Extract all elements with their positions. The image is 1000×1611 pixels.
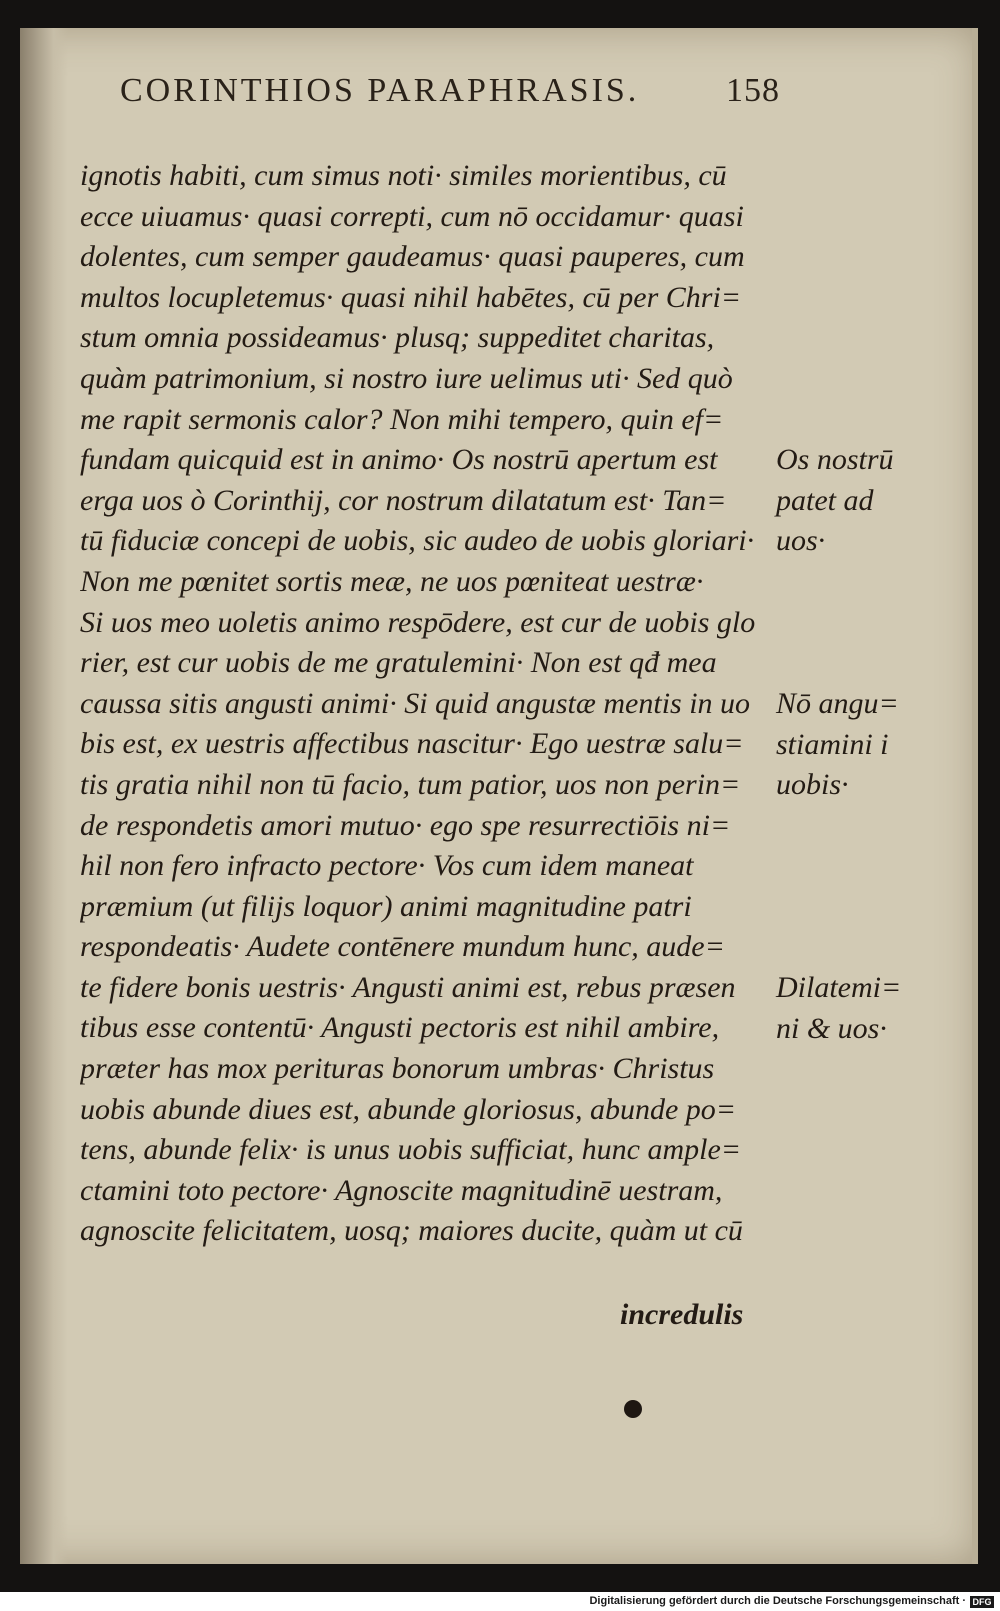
running-head-title: CORINTHIOS PARAPHRASIS. — [120, 72, 640, 109]
margin-note-line: uos· — [776, 524, 826, 558]
page-gutter-shadow — [20, 28, 68, 1564]
text-line: caussa sitis angusti animi· Si quid angustæ mentis in uo — [80, 686, 751, 720]
margin-note-line: Os nostrū — [776, 443, 894, 476]
text-line: quàm patrimonium, si nostro iure uelimus uti· Sed quò — [80, 361, 733, 395]
text-line: ecce uiuamus· quasi correpti, cum nō occidamur· quasi — [80, 199, 744, 233]
catchword: incredulis — [620, 1298, 744, 1331]
text-line: tis gratia nihil non tū facio, tum patior, uos non perin= — [80, 767, 741, 801]
margin-note-non-angustiamini — [776, 684, 899, 806]
text-line: uobis abunde diues est, abunde gloriosus, abunde po= — [80, 1092, 737, 1126]
text-line: agnoscite felicitatem, uosq; maiores ducite, quàm ut cū — [80, 1214, 743, 1248]
margin-note-dilatemini — [776, 968, 902, 1049]
text-line: stum omnia possideamus· plusq; suppeditet charitas, — [80, 321, 715, 355]
footer-credit: Digitalisierung gefördert durch die Deutsche Forschungsgemeinschaft · — [589, 1595, 966, 1607]
text-line: præmium (ut filijs loquor) animi magnitudine patri — [80, 889, 692, 923]
text-line: tibus esse contentū· Angusti pectoris est nihil ambire, — [80, 1011, 720, 1045]
text-line: fundam quicquid est in animo· Os nostrū apertum est — [80, 443, 718, 477]
text-line: præter has mox perituras bonorum umbras· Christus — [80, 1052, 715, 1086]
margin-note-line: stiamini i — [776, 727, 889, 761]
text-line: respondeatis· Audete contēnere mundum hunc, aude= — [80, 930, 725, 964]
book-page — [20, 28, 978, 1564]
text-line: Si uos meo uoletis animo respōdere, est cur de uobis glo — [80, 605, 756, 639]
text-line: te fidere bonis uestris· Angusti animi est, rebus præsen — [80, 970, 736, 1004]
running-head — [120, 72, 780, 110]
text-line: dolentes, cum semper gaudeamus· quasi pauperes, cum — [80, 240, 745, 274]
text-line: rier, est cur uobis de me gratulemini· Non est qđ mea — [80, 646, 717, 680]
margin-note-line: Dilatemi= — [776, 971, 902, 1004]
text-line: hil non fero infracto pectore· Vos cum idem maneat — [80, 849, 694, 883]
text-line: me rapit sermonis calor? Non mihi tempero, quin ef= — [80, 402, 724, 436]
text-line: multos locupletemus· quasi nihil habētes, cū per Chri= — [80, 280, 742, 314]
text-line: ctamini toto pectore· Agnoscite magnitudinē uestram, — [80, 1173, 723, 1207]
text-line: erga uos ò Corinthij, cor nostrum dilatatum est· Tan= — [80, 483, 727, 517]
ink-dot-signature-mark — [624, 1400, 642, 1418]
margin-note-os-nostrum — [776, 440, 896, 562]
margin-note-line: ni & uos· — [776, 1011, 887, 1045]
page-edge — [972, 28, 978, 1564]
dfg-logo: DFG — [970, 1596, 994, 1608]
text-line: de respondetis amori mutuo· ego spe resurrectiōis ni= — [80, 808, 731, 842]
text-line: tens, abunde felix· is unus uobis sufficiat, hunc ample= — [80, 1133, 742, 1167]
margin-note-line: uobis· — [776, 768, 849, 802]
margin-note-line: patet ad — [776, 483, 874, 517]
text-line: bis est, ex uestris affectibus nascitur· Ego uestræ salu= — [80, 727, 744, 761]
margin-note-line: Nō angu= — [776, 687, 899, 720]
text-line: ignotis habiti, cum simus noti· similes morientibus, cū — [80, 159, 727, 192]
text-line: Non me pœnitet sortis meæ, ne uos pœniteat uestræ· — [80, 564, 704, 598]
body-text — [80, 156, 780, 1252]
text-line: tū fiduciæ concepi de uobis, sic audeo de uobis gloriari· — [80, 524, 755, 558]
page-number: 158 — [726, 72, 780, 109]
